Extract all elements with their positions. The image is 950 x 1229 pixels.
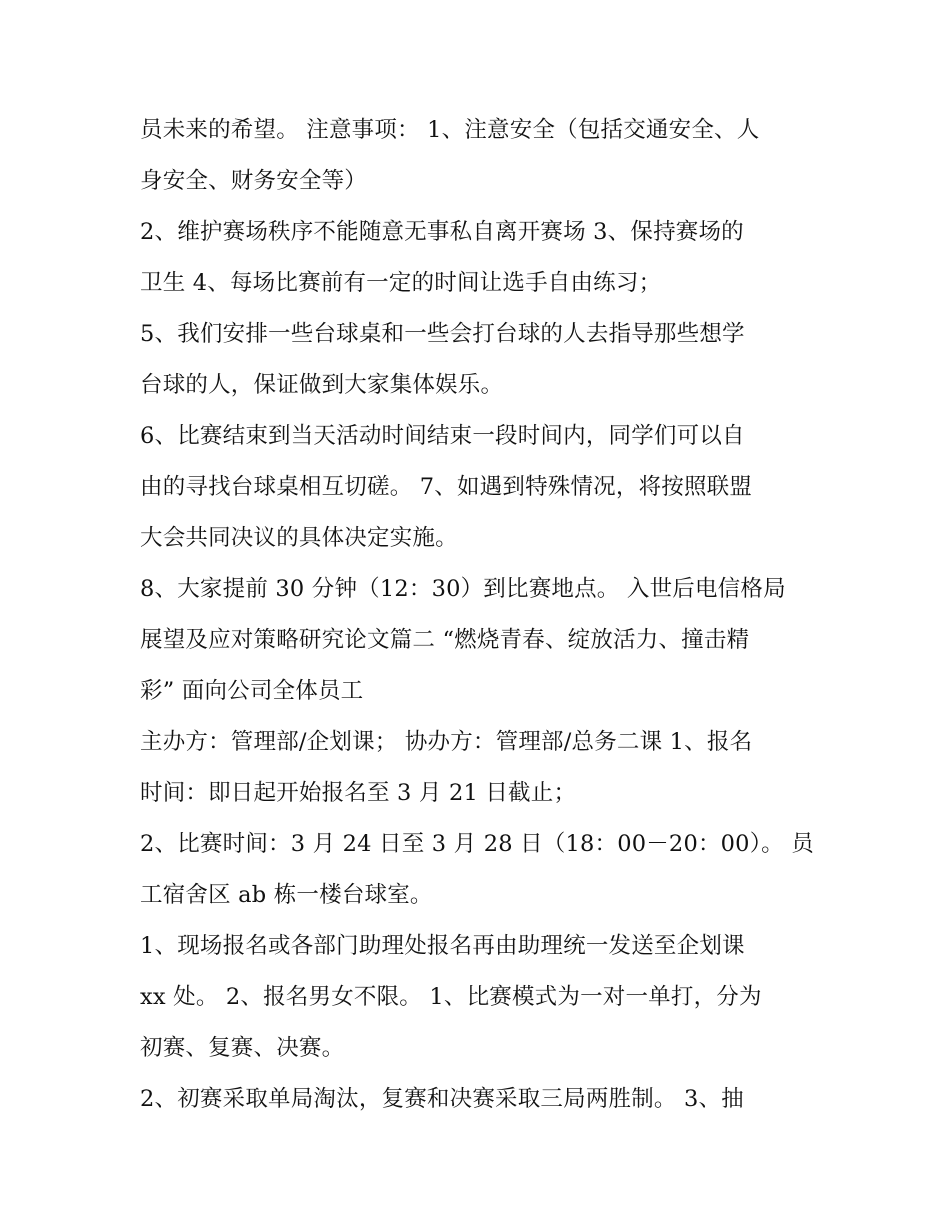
text-line: 大会共同决议的具体决定实施。 [140, 525, 458, 551]
text-line: 2、比赛时间：3 月 24 日至 3 月 28 日（18：00－20：00）。 员 [140, 831, 814, 857]
text-line: xx 处。 2、报名男女不限。 1、比赛模式为一对一单打，分为 [140, 984, 762, 1010]
text-line: 身安全、财务安全等） [140, 168, 368, 194]
text-line: 6、比赛结束到当天活动时间结束一段时间内，同学们可以自 [140, 423, 745, 449]
text-line: 工宿舍区 ab 栋一楼台球室。 [140, 882, 433, 908]
text-line: 主办方：管理部/企划课； 协办方：管理部/总务二课 1、报名 [140, 729, 753, 755]
text-line: 8、大家提前 30 分钟（12：30）到比赛地点。 入世后电信格局 [140, 576, 786, 602]
text-line: 5、我们安排一些台球桌和一些会打台球的人去指导那些想学 [140, 321, 745, 347]
text-line: 彩” 面向公司全体员工 [140, 678, 364, 704]
text-line: 卫生 4、每场比赛前有一定的时间让选手自由练习； [140, 270, 662, 296]
text-line: 台球的人，保证做到大家集体娱乐。 [140, 372, 504, 398]
text-line: 1、现场报名或各部门助理处报名再由助理统一发送至企划课 [140, 933, 745, 959]
text-line: 时间：即日起开始报名至 3 月 21 日截止； [140, 780, 577, 806]
text-line: 初赛、复赛、决赛。 [140, 1035, 345, 1061]
text-line: 展望及应对策略研究论文篇二 “燃烧青春、绽放活力、撞击精 [140, 627, 750, 653]
text-line: 2、维护赛场秩序不能随意无事私自离开赛场 3、保持赛场的 [140, 219, 744, 245]
text-line: 2、初赛采取单局淘汰，复赛和决赛采取三局两胜制。 3、抽 [140, 1086, 744, 1112]
text-line: 员未来的希望。 注意事项： 1、注意安全（包括交通安全、人 [140, 117, 760, 143]
text-line: 由的寻找台球桌相互切磋。 7、如遇到特殊情况，将按照联盟 [140, 474, 753, 500]
document-body [140, 105, 820, 1125]
